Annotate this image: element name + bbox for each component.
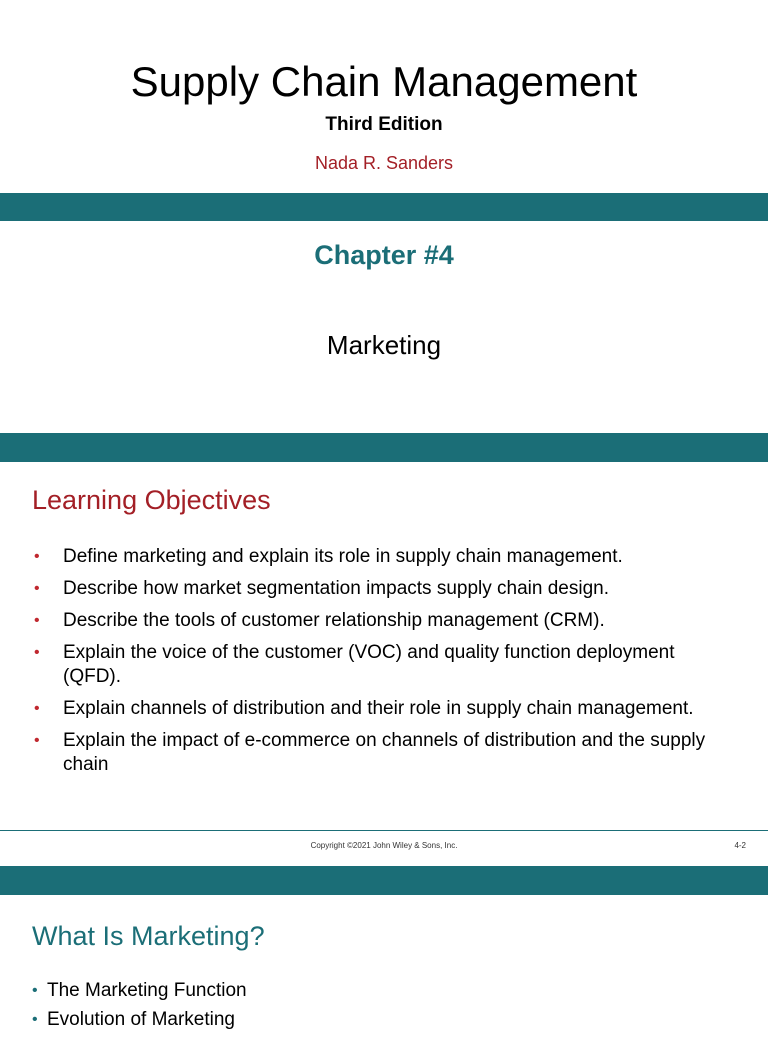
- chapter-heading: Chapter #4: [314, 240, 454, 270]
- marketing-topics-list: [30, 979, 735, 1037]
- learning-objectives-list: [30, 545, 735, 785]
- bullet-icon: •: [34, 732, 40, 749]
- edition-label: Third Edition: [325, 114, 443, 135]
- list-item: • Explain channels of distribution and their role in supply chain management.: [34, 698, 694, 719]
- list-item: • The Marketing Function: [32, 980, 247, 1001]
- bullet-icon: •: [34, 612, 40, 629]
- page-number: 4-2: [734, 841, 746, 850]
- slide-divider-band: [0, 433, 768, 462]
- slide-divider-band: [0, 866, 768, 895]
- slide-divider-band: [0, 193, 768, 221]
- list-item: • Describe the tools of customer relationship management (CRM).: [34, 610, 605, 631]
- presentation-title: Supply Chain Management: [130, 58, 638, 105]
- author-name: Nada R. Sanders: [314, 153, 454, 173]
- learning-objectives-heading: Learning Objectives: [32, 485, 271, 515]
- bullet-icon: •: [32, 982, 38, 999]
- bullet-icon: •: [34, 548, 40, 565]
- list-item: • Describe how market segmentation impacts supply chain design.: [34, 578, 609, 599]
- list-item: • Evolution of Marketing: [32, 1009, 235, 1030]
- bullet-icon: •: [34, 580, 40, 597]
- bullet-icon: •: [32, 1011, 38, 1028]
- chapter-subject: Marketing: [326, 330, 442, 360]
- bullet-icon: •: [34, 700, 40, 717]
- list-item: • Explain the voice of the customer (VOC) and quality function deployment (QFD).: [34, 642, 675, 687]
- list-item: • Define marketing and explain its role in supply chain management.: [34, 546, 623, 567]
- footer-divider: [0, 830, 768, 831]
- copyright-notice: Copyright ©2021 John Wiley & Sons, Inc.: [310, 841, 458, 850]
- list-item: • Explain the impact of e-commerce on channels of distribution and the supply chain: [34, 730, 706, 775]
- bullet-icon: •: [34, 644, 40, 661]
- what-is-marketing-heading: What Is Marketing?: [32, 921, 265, 951]
